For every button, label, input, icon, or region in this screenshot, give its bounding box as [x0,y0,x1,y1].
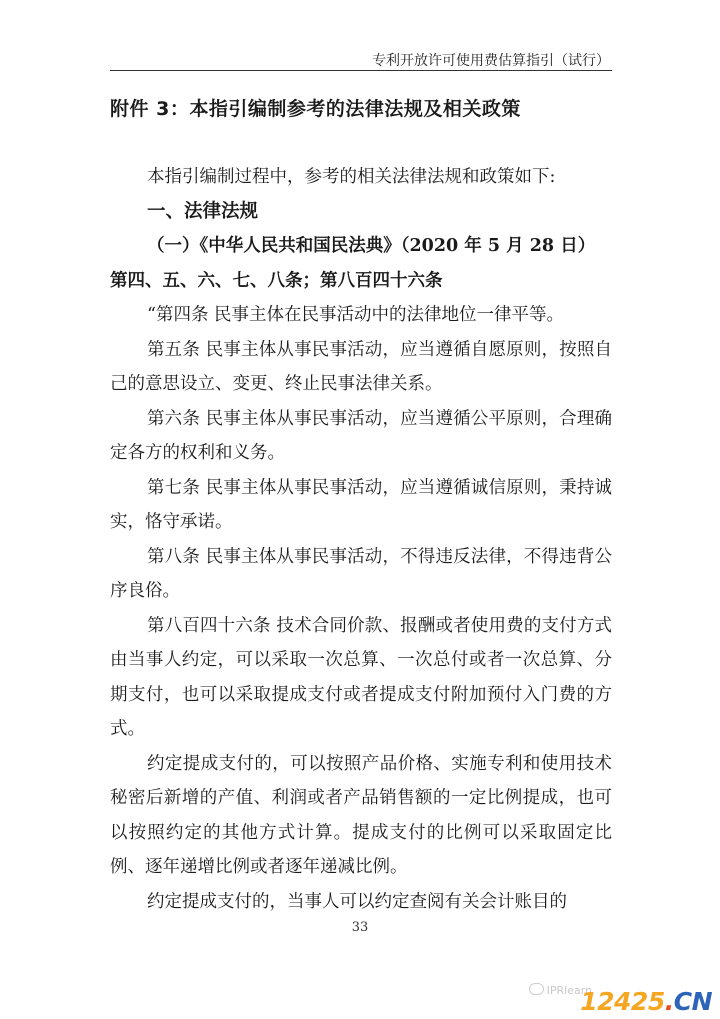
paragraph-article-4: “第四条 民事主体在民事活动中的法律地位一律平等。 [147,305,565,325]
wechat-account-name: IPRlearn [546,984,592,997]
paragraph-royalty-audit: 约定提成支付的，当事人可以约定查阅有关会计账目的 [147,891,567,912]
header-divider [110,70,612,71]
law-name: （一）《中华人民共和国民法典》（2020 年 5 月 28 日） [147,236,596,256]
running-header: 专利开放许可使用费估算指引（试行） [372,53,610,69]
paragraph-article-846: 第八百四十六条 技术合同价款、报酬或者使用费的支付方式由当事人约定，可以采取一次总算、一次总付或者一次总算、分期支付，也可以采取提成支付或者提成支付附加预付入门费的方式。 [110,615,612,739]
logo-domain: CN [673,987,712,1016]
law-reference [110,229,612,298]
appendix-title: 附件 3：本指引编制参考的法律法规及相关政策 [110,98,521,120]
page-number: 33 [351,920,369,935]
wechat-icon [529,983,544,995]
paragraph-article-8: 第八条 民事主体从事民事活动，不得违反法律，不得违背公序良俗。 [110,546,612,601]
document-body [110,160,612,919]
intro-paragraph: 本指引编制过程中，参考的相关法律法规和政策如下: [147,167,556,187]
paragraph-article-5: 第五条 民事主体从事民事活动，应当遵循自愿原则，按照自己的意思设立、变更、终止民事法律关系。 [110,339,612,394]
site-logo-watermark [580,987,712,1016]
logo-dot: . [664,987,674,1016]
paragraph-article-7: 第七条 民事主体从事民事活动，应当遵循诚信原则，秉持诚实，恪守承诺。 [110,477,612,532]
paragraph-royalty-ratio: 约定提成支付的，可以按照产品价格、实施专利和使用技术秘密后新增的产值、利润或者产品销售额的一定比例提成，也可以按照约定的其他方式计算。提成支付的比例可以采取固定比例、逐年递增比例或者逐年递减比例。 [110,753,612,877]
logo-number: 12425 [580,987,665,1016]
paragraph-article-6: 第六条 民事主体从事民事活动，应当遵循公平原则，合理确定各方的权利和义务。 [110,408,612,463]
section-heading: 一、法律法规 [147,200,259,222]
law-articles: 第四、五、六、七、八条；第八百四十六条 [110,270,443,291]
